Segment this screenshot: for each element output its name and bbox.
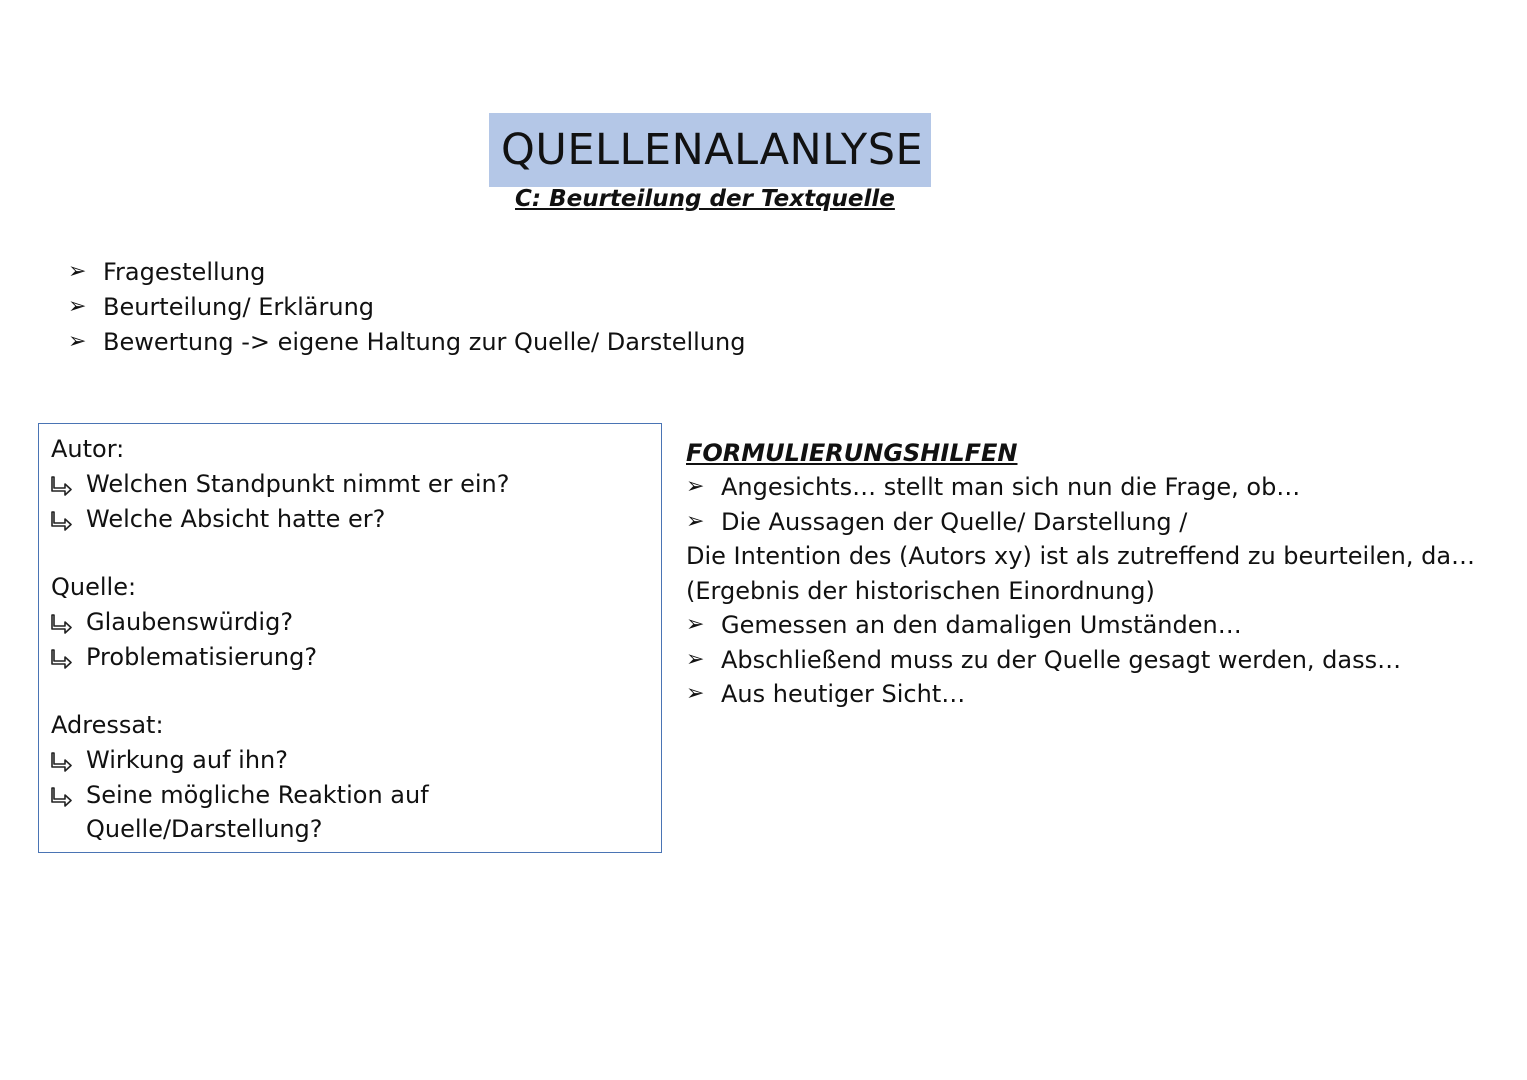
- turn-down-right-arrow-icon: [51, 467, 86, 502]
- quelle-heading: Quelle:: [51, 573, 137, 601]
- hint-text: (Ergebnis der historischen Einordnung): [686, 576, 1155, 605]
- list-item: [686, 470, 1506, 505]
- list-item: [51, 605, 661, 640]
- turn-down-right-arrow-icon: [51, 640, 86, 675]
- criteria-box: [38, 423, 662, 853]
- step-text: Beurteilung/ Erklärung: [103, 292, 375, 321]
- hint-text: Gemessen an den damaligen Umständen…: [721, 611, 1242, 640]
- criteria-text: Glaubenswürdig?: [86, 608, 294, 636]
- hint-text: Angesichts… stellt man sich nun die Frage, ob…: [721, 473, 1301, 502]
- hint-text: Die Intention des (Autors xy) ist als zutreffend zu beurteilen, da…: [686, 542, 1476, 570]
- turn-down-right-arrow-icon: [51, 502, 86, 537]
- turn-down-right-arrow-icon: [51, 778, 86, 847]
- arrowhead-bullet-icon: ➢: [686, 646, 705, 672]
- arrowhead-bullet-icon: ➢: [686, 508, 705, 534]
- list-item: [51, 640, 661, 675]
- list-item: [68, 254, 745, 289]
- list-item: [68, 324, 745, 359]
- autor-heading: Autor:: [51, 435, 125, 463]
- criteria-text: Wirkung auf ihn?: [86, 746, 289, 774]
- criteria-text: Problematisierung?: [86, 642, 318, 671]
- step-text: Bewertung -> eigene Haltung zur Quelle/ Darstellung: [103, 327, 746, 356]
- steps-list: [68, 254, 745, 359]
- turn-down-right-arrow-icon: [51, 605, 86, 640]
- list-item: [51, 778, 661, 847]
- hint-text: Aus heutiger Sicht…: [721, 680, 966, 709]
- criteria-text: Welchen Standpunkt nimmt er ein?: [86, 470, 510, 498]
- step-text: Fragestellung: [103, 257, 266, 286]
- title-banner: [489, 113, 931, 187]
- arrowhead-bullet-icon: ➢: [68, 293, 87, 319]
- list-item: [68, 289, 745, 324]
- turn-down-right-arrow-icon: [51, 743, 86, 778]
- hints-heading: FORMULIERUNGSHILFEN: [686, 439, 1018, 467]
- arrowhead-bullet-icon: ➢: [68, 258, 87, 284]
- arrowhead-bullet-icon: ➢: [68, 328, 87, 354]
- list-item: [51, 467, 661, 502]
- arrowhead-bullet-icon: ➢: [686, 474, 705, 500]
- list-item: [51, 743, 661, 778]
- arrowhead-bullet-icon: ➢: [686, 612, 705, 638]
- arrowhead-bullet-icon: ➢: [686, 681, 705, 707]
- page-title: QUELLENALANLYSE: [501, 125, 924, 175]
- page-subtitle: C: Beurteilung der Textquelle: [515, 186, 895, 212]
- criteria-text: Welche Absicht hatte er?: [86, 504, 386, 533]
- list-item: [686, 608, 1506, 643]
- criteria-text: Seine mögliche Reaktion auf Quelle/Darstellung?: [86, 780, 429, 843]
- list-item: [686, 677, 1506, 712]
- list-item: [686, 505, 1506, 540]
- hint-text: Die Aussagen der Quelle/ Darstellung /: [721, 507, 1188, 536]
- formulation-hints: [686, 436, 1506, 712]
- hint-text: Abschließend muss zu der Quelle gesagt werden, dass…: [721, 645, 1402, 674]
- list-item: [51, 502, 661, 537]
- list-item: [686, 643, 1506, 678]
- adressat-heading: Adressat:: [51, 711, 164, 739]
